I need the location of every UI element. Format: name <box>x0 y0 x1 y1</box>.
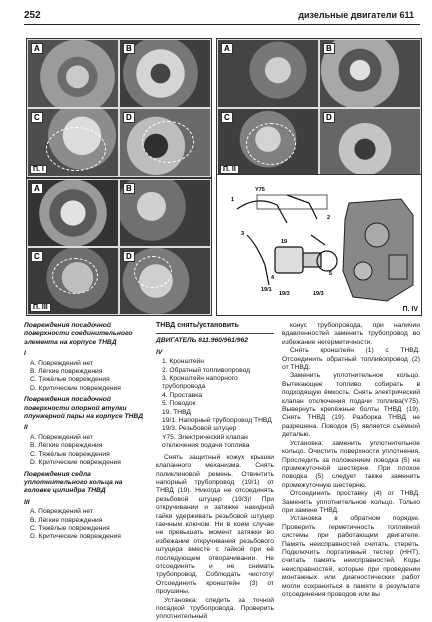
photo-quad-b: B <box>319 39 421 108</box>
list-item: A. Повреждений нет <box>30 359 93 367</box>
list-item: 19. ТНВД <box>162 408 191 416</box>
paragraph: конус трубопровода, при наличии вдавленностей заменить трубопровод во избежание негерметичности. <box>282 322 420 346</box>
damage-list-3 <box>30 508 148 542</box>
damage-list-2 <box>30 434 148 468</box>
callout-19: 19 <box>281 239 288 245</box>
paragraph: Установка в обратном порядке. Проверить герметичность топливной системы при работающем двигателе. Память неисправностей считать, стереть. Подключить портативный тестер (ННТ), считать память неисправностей. Коды неисправностей, которые при проведении монтажных или диагностических работ могли сохраниться в памяти в результате отсоединения проводов или вы <box>282 515 420 598</box>
photo-panel-1 <box>26 38 212 178</box>
paragraph: Установка: заменить уплотнительное кольцо. Очистить поверхности уплотнения. Проследить за положением поводка (5) на промежуточной шестерне. При плохое поводка (5) следует также заменить промежуточную шестерню. <box>282 439 420 489</box>
page-number: 252 <box>24 10 41 21</box>
photo-quad-a: A <box>27 179 119 247</box>
list-item: D. Критические повреждения <box>30 459 121 467</box>
header-title: дизельные двигатели 611 <box>298 10 414 20</box>
list-item: A. Повреждений нет <box>30 433 93 441</box>
list-item: B. Лёгкие повреждения <box>30 516 103 524</box>
callout-19-1: 19/1 <box>261 287 272 293</box>
pump-diagram <box>216 174 422 316</box>
photo-quad-a: A <box>217 39 319 108</box>
list-item: 3. Кронштейн напорного трубопровода <box>162 375 238 391</box>
heading-1: Повреждения посадочной поверхности соединительного элемента на корпусе ТНВД <box>24 322 133 346</box>
column-1 <box>24 322 148 545</box>
page-header <box>24 10 420 25</box>
panel-label: П. I <box>30 165 47 174</box>
list-item: C. Тяжёлые повреждения <box>30 450 110 458</box>
callout-5: 5 <box>329 271 333 277</box>
paragraph: Заменить уплотнительное кольцо. Вытекающее топливо собирать в подходящую ёмкость. Снять электрический клапан отключения подачи топлива(Y75). Вывернуть крепёжные болты ТНВД (19). Снять ТНВД (19). Разборка ТНВД не разрешена. Поводок (5) является съёмной деталью. <box>282 372 420 439</box>
photo-quad-d: D <box>119 247 211 315</box>
photo-quad-c: C <box>27 108 119 177</box>
heading-2: Повреждения посадочной поверхности опорной втулки плунжерной пары на корпусе ТНВД <box>24 396 144 421</box>
list-item: 5. Поводок <box>162 400 196 408</box>
photo-quad-d: D <box>319 108 421 177</box>
paragraph: Отсоединить проставку (4) от ТНВД. Заменить уплотнительное кольцо. Только при замене ТНВД. <box>282 490 420 514</box>
callout-3: 3 <box>241 231 245 237</box>
callout-1: 1 <box>231 197 235 203</box>
damage-list-1 <box>30 360 148 394</box>
list-item: 19/3. Резьбовой штуцер <box>162 425 237 433</box>
roman-4: IV <box>156 348 163 356</box>
list-item: 19/1. Напорный трубопровод ТНВД <box>162 417 272 425</box>
callout-4: 4 <box>271 275 275 281</box>
engine-title: ДВИГАТЕЛЬ 611.960/961/962 <box>156 337 248 345</box>
callout-19-3: 19/3 <box>279 291 290 297</box>
photo-panel-2 <box>216 38 422 178</box>
list-item: C. Тяжёлые повреждения <box>30 524 110 532</box>
photo-quad-b: B <box>119 179 211 247</box>
photo-panel-3 <box>26 178 212 316</box>
photo-quad-d: D <box>119 108 211 177</box>
list-item: B. Лёгкие повреждения <box>30 368 103 376</box>
photo-quad-b: B <box>119 39 211 108</box>
list-item: Y75. Электрический клапан отключения подачи топлива <box>162 433 250 450</box>
photo-quad-c: C <box>217 108 319 177</box>
list-item: 2. Обратный топливопровод <box>162 366 251 374</box>
paragraph: Снять защитный кожух крышки клапанного механизма. Снять поликлиновой ремень. Отвинтить напорный трубопровод (19/1) от ТНВД (19). Никогда не отсоединять резьбовой штуцер (19/3)! При откручивании и затяжке накидной гайки удерживать резьбовой штуцер гаечным ключом. Ни в коем случае не превышать момент затяжки во избежание откручивания резьбового штуцера вместе с гайкой при её последующем отворачивании. Не отсоединять и не снимать трубопровод. Соблюдать чистоту! Отсоединить кронштейн (3) от проушины. <box>156 453 274 596</box>
roman-2: II <box>24 424 28 432</box>
list-item: A. Повреждений нет <box>30 508 93 516</box>
callout-y75: Y75 <box>255 187 265 193</box>
section-title: ТНВД снять/установить <box>156 322 239 329</box>
roman-3: III <box>24 498 30 506</box>
column-2 <box>156 322 274 622</box>
callout-2: 2 <box>327 215 331 221</box>
heading-3: Повреждения седла уплотнительного кольца на головке цилиндра ТНВД <box>24 470 123 495</box>
panel-label: П. III <box>30 303 51 312</box>
list-item: C. Тяжёлые повреждения <box>30 376 110 384</box>
callout-19-3b: 19/3 <box>313 291 324 297</box>
paragraph: Установка: следить за точной посадкой трубопровода. Проверить уплотнительный <box>156 596 274 621</box>
panel-label: П. II <box>220 165 239 174</box>
column-3 <box>282 322 420 599</box>
list-item: D. Критические повреждения <box>30 533 121 541</box>
panel-label: П. IV <box>402 306 418 313</box>
roman-1: I <box>24 350 26 358</box>
list-item: 4. Проставка <box>162 391 203 399</box>
list-item: D. Критические повреждения <box>30 384 121 392</box>
photo-quad-a: A <box>27 39 119 108</box>
parts-list <box>162 358 274 450</box>
list-item: B. Лёгкие повреждения <box>30 442 103 450</box>
photo-quad-c: C <box>27 247 119 315</box>
list-item: 1. Кронштейн <box>162 358 204 366</box>
paragraph: Снять кронштейн (1) с ТНВД. Отсоединить обратный топливопровод (2) от ТНВД. <box>282 347 420 372</box>
